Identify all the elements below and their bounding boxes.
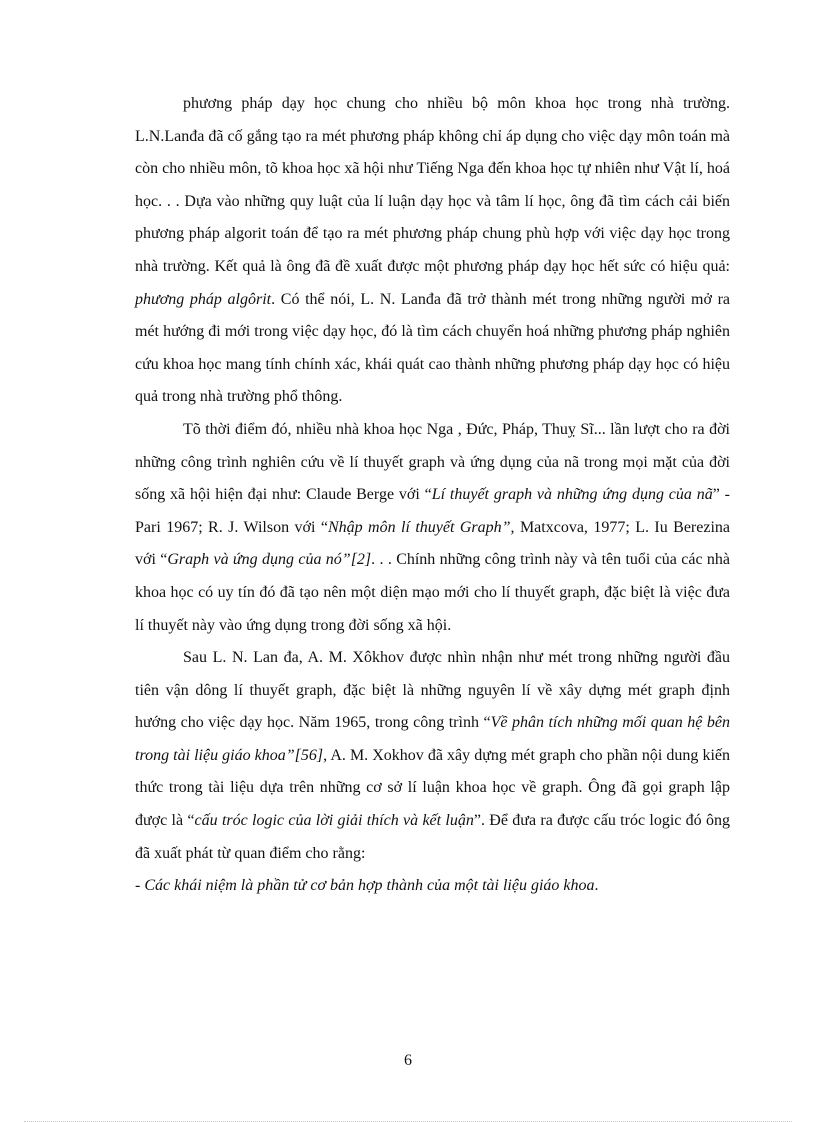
paragraph-graph-works	[135, 414, 730, 642]
bullet-item	[135, 870, 730, 903]
italic-work-title: Về phân tích những mối quan hệ bên trong tài liệu giáo khoa”[56]	[135, 714, 731, 764]
text-run: ” - Pari 1967; R. J. Wilson với “	[135, 486, 730, 536]
italic-term: phương pháp algôrit	[135, 290, 272, 308]
italic-book-title: Nhập môn lí thuyết Graph”,	[327, 518, 515, 536]
text-run: . Có thể nói, L. N. Lanđa đã trở thành mét trong những người mở ra mét hướng đi mới trong việc dạy học, đó là tìm cách chuyển hoá những phương pháp nghiên cứu khoa học mang tính chính xác, khái quát cao thành những phương pháp dạy học có hiệu quả trong nhà trường phổ thông.	[135, 290, 731, 406]
text-run: .	[594, 877, 599, 895]
text-run: phương pháp dạy học chung cho nhiều bộ môn khoa học trong nhà trường. L.N.Lanđa đã cố gắng tạo ra mét phương pháp không chỉ áp dụng cho việc dạy môn toán mà còn cho nhiều môn, tõ khoa học xã hội như Tiếng Nga đến khoa học tự nhiên như Vật lí, hoá học. . . Dựa vào những quy luật của lí luận dạy học và tâm lí học, ông đã tìm cách cải biến phương pháp algorit toán để tạo ra mét phương pháp chung phù hợp với việc dạy học trong nhà trường. Kết quả là ông đã đề xuất được một phương pháp dạy học hết sức có hiệu quả:	[135, 95, 730, 275]
text-run: . . . Chính những công trình này và tên tuổi của các nhà khoa học có uy tín đó đã tạo nên một diện mạo mới cho lí thuyết graph, đặc biệt là việc đưa lí thuyết này vào ứng dụng trong đời sống xã hội.	[135, 551, 731, 634]
page-number: 6	[404, 1052, 412, 1069]
bottom-dotted-rule	[24, 1121, 792, 1122]
italic-book-title: Lí thuyết graph và những ứng dụng của nã	[431, 486, 713, 504]
paragraph-landa-method	[135, 88, 730, 414]
text-run: ”. Để đưa ra được cấu tróc logic đó ông đã xuất phát từ quan điểm cho rằng:	[135, 812, 731, 862]
text-run: , A. M. Xokhov đã xây dựng mét graph cho phần nội dung kiến thức trong tài liệu dựa trên những cơ sở lí luận khoa học về graph. Ông đã gọi graph lập được là “	[135, 746, 730, 830]
bullet-dash: -	[135, 877, 145, 895]
body-text	[135, 88, 730, 903]
italic-bullet-text: Các khái niệm là phần tử cơ bản hợp thành của một tài liệu giáo khoa	[144, 877, 595, 895]
paragraph-xokhov	[135, 642, 730, 870]
italic-book-title: Graph và ứng dụng của nó”[2]	[167, 551, 372, 569]
text-run: Matxcova, 1977; L. Iu Berezina với “	[135, 518, 731, 569]
text-run: Tõ thời điểm đó, nhiều nhà khoa học Nga , Đức, Pháp, Thuỵ Sĩ... lần lượt cho ra đời những công trình nghiên cứu về lí thuyết graph và ứng dụng của nã trong mọi mặt của đời sống xã hội hiện đại như: Claude Berge với “	[135, 420, 730, 504]
italic-quote: cấu tróc logic của lời giải thích và kết luận	[194, 812, 474, 830]
text-run: Sau L. N. Lan đa, A. M. Xôkhov được nhìn nhận như mét trong những người đầu tiên vận dông lí thuyết graph, đặc biệt là những nguyên lí về xây dựng mét graph định hướng cho việc dạy học. Năm 1965, trong công trình “	[135, 649, 730, 732]
